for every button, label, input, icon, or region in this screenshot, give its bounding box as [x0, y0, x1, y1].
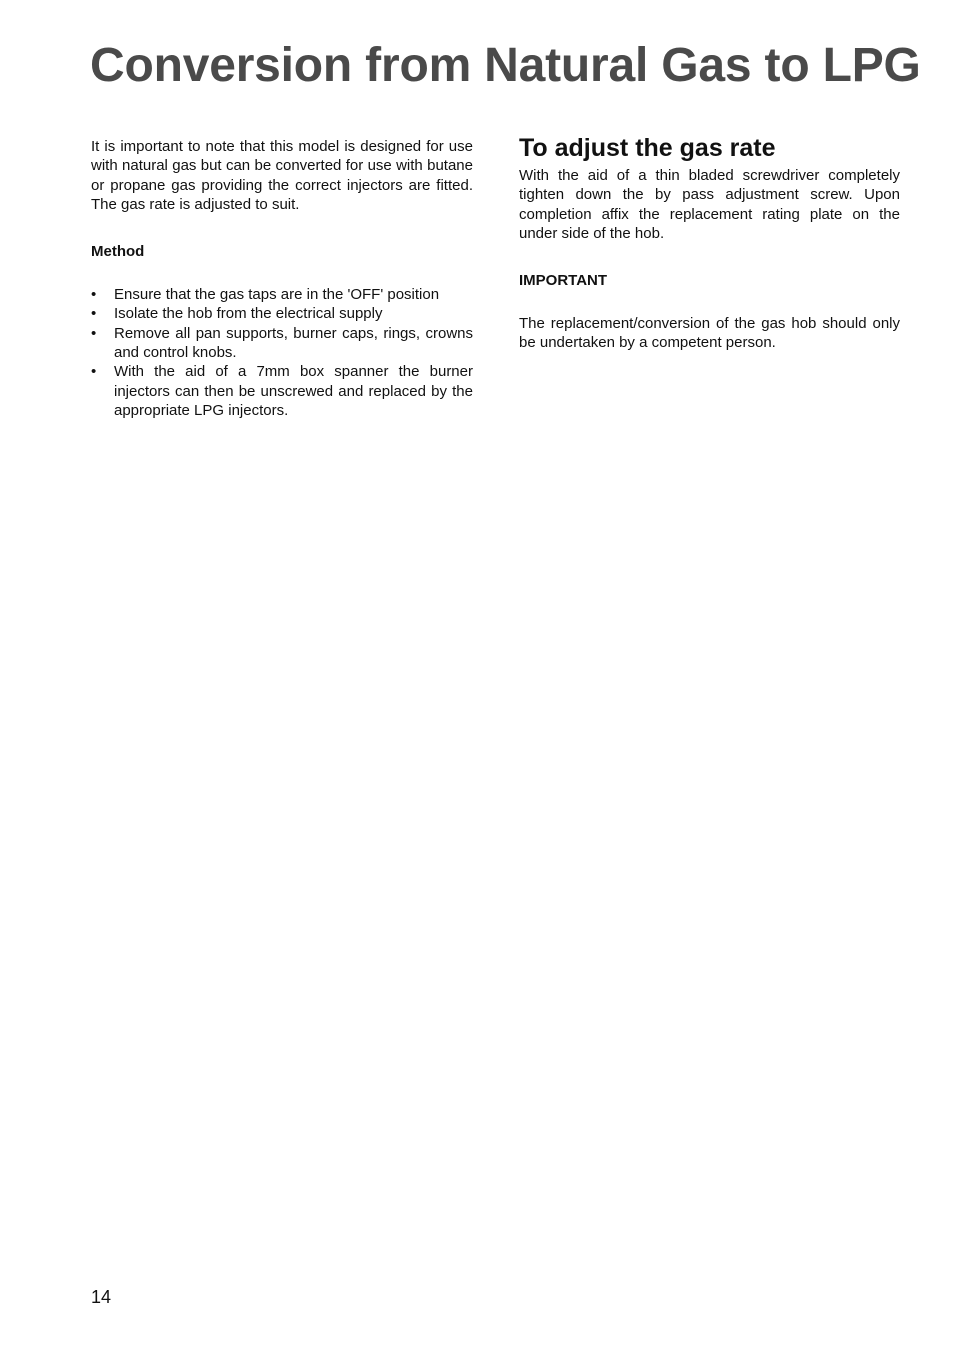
list-item-text: With the aid of a 7mm box spanner the burner injectors can then be unscrewed and replaced by the appropriate LPG injectors. — [114, 363, 473, 419]
page-number: 14 — [91, 1287, 112, 1307]
section-heading: To adjust the gas rate — [519, 134, 776, 162]
list-item-text: Isolate the hob from the electrical supply — [114, 305, 383, 323]
list-item — [91, 324, 473, 363]
bullet-icon: • — [91, 324, 97, 342]
method-list — [91, 285, 473, 420]
list-item-text: Remove all pan supports, burner caps, rings, crowns and control knobs. — [114, 324, 473, 362]
adjust-paragraph: With the aid of a thin bladed screwdriver completely tighten down the by pass adjustment screw. Upon completion affix the replacement rating plate on the under side of the hob. — [519, 167, 900, 242]
list-item-text: Ensure that the gas taps are in the 'OFF' position — [114, 286, 440, 304]
page-title: Conversion from Natural Gas to LPG — [90, 39, 921, 92]
list-item — [91, 285, 473, 304]
important-heading: IMPORTANT — [519, 272, 608, 290]
left-column — [91, 137, 473, 420]
list-item — [91, 304, 473, 323]
right-column — [519, 134, 900, 353]
important-paragraph: The replacement/conversion of the gas hob should only be undertaken by a competent person. — [519, 315, 900, 352]
bullet-icon: • — [91, 286, 97, 304]
list-item — [91, 362, 473, 420]
method-heading: Method — [91, 243, 145, 261]
intro-paragraph: It is important to note that this model is designed for use with natural gas but can be converted for use with butane or propane gas providing the correct injectors are fitted. The gas rate is adjusted to suit. — [91, 138, 473, 213]
bullet-icon: • — [91, 363, 97, 381]
bullet-icon: • — [91, 305, 97, 323]
